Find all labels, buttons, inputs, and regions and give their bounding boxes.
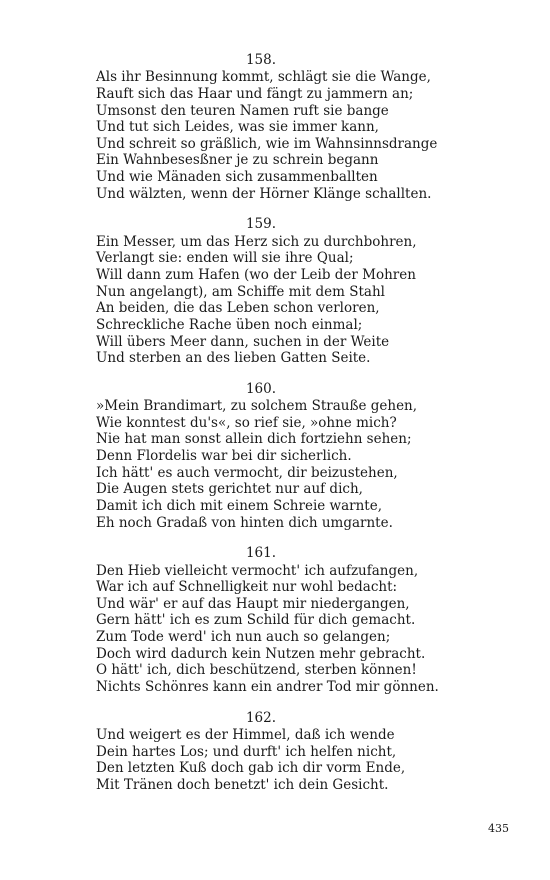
- verse-line: Nichts Schönres kann ein andrer Tod mir gönnen.: [96, 679, 439, 696]
- verse-line: Umsonst den teuren Namen ruft sie bange: [96, 102, 389, 119]
- verse-line: Als ihr Besinnung kommt, schlägt sie die Wange,: [96, 69, 431, 86]
- verse-line: Ein Messer, um das Herz sich zu durchbohren,: [96, 233, 417, 250]
- verse-line: Ich hätt' es auch vermocht, dir beizustehen,: [96, 464, 398, 481]
- stanza: [96, 381, 426, 531]
- verse-line: Rauft sich das Haar und fängt zu jammern an;: [96, 85, 414, 102]
- verse-line: Nie hat man sonst allein dich fortziehn sehen;: [96, 431, 412, 448]
- verse-line: Wie konntest du's«, so rief sie, »ohne mich?: [96, 414, 397, 431]
- verse-line: Schreckliche Rache üben noch einmal;: [96, 316, 363, 333]
- verse-line: Gern hätt' ich es zum Schild für dich gemacht.: [96, 612, 416, 629]
- verse-line: Und wie Mänaden sich zusammenballten: [96, 169, 378, 186]
- stanza-number: 161.: [245, 545, 277, 562]
- stanza: [96, 52, 438, 202]
- stanza-number: 158.: [245, 52, 277, 68]
- verse-line: War ich auf Schnelligkeit nur wohl bedacht:: [96, 579, 398, 596]
- verse-line: Den letzten Kuß doch gab ich dir vorm Ende,: [96, 760, 406, 777]
- verse-line: An beiden, die das Leben schon verloren,: [96, 300, 380, 317]
- verse-line: Damit ich dich mit einem Schreie warnte,: [96, 498, 382, 514]
- verse-line: Den Hieb vielleicht vermocht' ich aufzufangen,: [96, 562, 419, 579]
- verse-line: Und wälzten, wenn der Hörner Klänge schallten.: [96, 185, 432, 202]
- verse-line: »Mein Brandimart, zu solchem Strauße gehen,: [96, 398, 418, 415]
- verse-line: Die Augen stets gerichtet nur auf dich,: [96, 481, 363, 498]
- verse-line: Will übers Meer dann, suchen in der Weite: [96, 333, 390, 350]
- verse-line: Eh noch Gradaß von hinten dich umgarnte.: [96, 514, 393, 531]
- verse-line: Und weigert es der Himmel, daß ich wende: [96, 726, 395, 743]
- verse-line: Ein Wahnbesesßner je zu schrein begann: [96, 152, 379, 169]
- stanza: [96, 216, 426, 366]
- verse-line: Nun angelangt), am Schiffe mit dem Stahl: [96, 283, 385, 300]
- verse-line: Und schreit so gräßlich, wie im Wahnsinnsdrange: [96, 135, 438, 152]
- poem-body: [96, 52, 439, 808]
- stanza: [96, 710, 426, 794]
- verse-line: Dein hartes Los; und durft' ich helfen nicht,: [96, 743, 397, 760]
- verse-line: Und tut sich Leides, was sie immer kann,: [96, 119, 379, 136]
- verse-line: Mit Tränen doch benetzt' ich dein Gesicht.: [96, 776, 389, 793]
- verse-line: Doch wird dadurch kein Nutzen mehr gebracht.: [96, 645, 426, 662]
- verse-line: O hätt' ich, dich beschützend, sterben können!: [96, 662, 417, 679]
- verse-line: Will dann zum Hafen (wo der Leib der Mohren: [96, 266, 416, 283]
- stanza: [96, 545, 439, 696]
- verse-line: Denn Flordelis war bei dir sicherlich.: [96, 448, 352, 465]
- stanza-number: 162.: [245, 709, 277, 726]
- verse-line: Zum Tode werd' ich nun auch so gelangen;: [96, 629, 391, 646]
- stanza-number: 160.: [245, 380, 277, 397]
- stanza-number: 159.: [245, 216, 277, 233]
- verse-line: Und wär' er auf das Haupt mir niedergangen,: [96, 595, 410, 612]
- verse-line: Und sterben an des lieben Gatten Seite.: [96, 350, 371, 367]
- page-number: 435: [488, 822, 509, 835]
- verse-line: Verlangt sie: enden will sie ihre Qual;: [96, 250, 354, 267]
